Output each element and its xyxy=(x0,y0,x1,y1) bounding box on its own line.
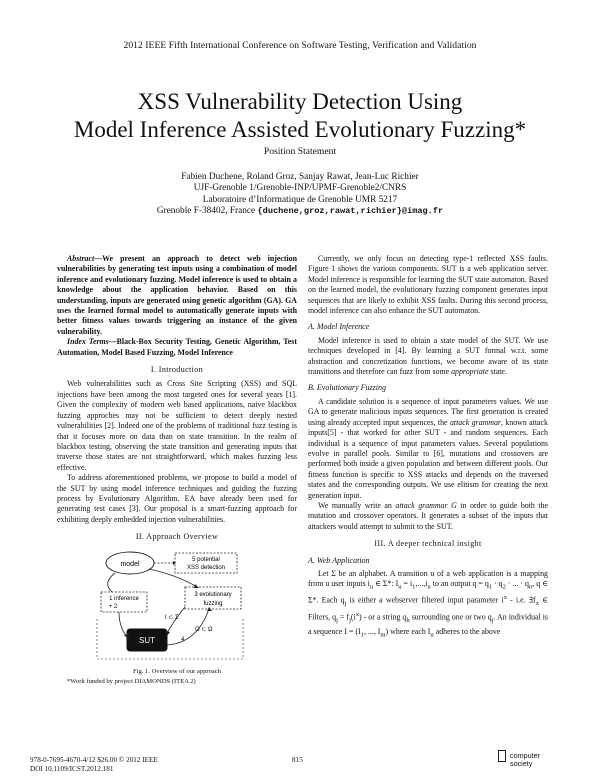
logo-line-1: computer xyxy=(510,751,540,760)
figure-caption: Fig. 1. Overview of our approach xyxy=(132,667,222,675)
affiliation-2: Laboratoire d’Informatique de Grenoble UMR 5217 xyxy=(202,194,398,205)
right-column xyxy=(308,254,548,641)
left-column xyxy=(57,254,297,687)
abstract xyxy=(57,254,297,337)
index-terms xyxy=(57,337,297,358)
conference-header: 2012 IEEE Fifth International Conference on Software Testing, Verification and Validation xyxy=(123,40,477,51)
web-app-t10: - i.e. ∃f xyxy=(506,595,536,605)
xss-label-1: 5 potential xyxy=(192,556,220,563)
model-inference-paragraph xyxy=(308,336,548,378)
web-app-t16: . An individual is a sequence I = (I xyxy=(308,612,549,636)
web-app-t4: ,...,i xyxy=(415,579,428,589)
evo-p2-emphasis: attack grammar G xyxy=(395,500,457,510)
affiliation-3: Grenoble F-38402, France xyxy=(156,206,256,217)
intro-paragraph-1: Web vulnerabilities such as Cross Site Scripting (XSS) and SQL injections have been among the most targeted ones for several years [1]. Given the complexity of modern web based applications, naive blackbox fuzzing approches may not be sufficient to detect deeply nested vulnerabilities [2]. Indeed one of the problems of traditional fuzz testing is that it focuses more on data than on state transition. In the realm of blackbox testing, observing the state transition and generating inputs that traverse those states are not straightforward, which makes fuzzing less effective. xyxy=(57,379,297,472)
arrowhead-model-xss xyxy=(173,561,176,565)
abstract-label: Abstract xyxy=(67,254,95,263)
author-email[interactable]: {duchene,groz,rawat,richier}@imag.fr xyxy=(257,206,444,217)
web-app-t2: ∈ Σ*: I xyxy=(373,579,399,589)
footnote: *Work funded by project DIAMONDS (ITEA 2) xyxy=(67,677,196,685)
evo-label-1: 3 evolutionary xyxy=(194,591,232,598)
sigma-label: I ⊂ Σ xyxy=(165,614,179,621)
footer-left xyxy=(30,756,158,774)
web-app-t13: (i xyxy=(350,612,356,622)
index-terms-label: Index Terms xyxy=(67,337,109,347)
logo-mark-icon xyxy=(498,750,506,762)
section-introduction-heading: I. Introduction xyxy=(150,365,204,375)
author-block xyxy=(0,172,600,218)
four-label: 4 xyxy=(181,636,185,643)
web-app-t3: = i xyxy=(401,579,413,589)
paper-subtitle: Position Statement xyxy=(263,146,337,157)
abstract-text: —We present an approach to detect web injection vulnerabilities by generating test inputs using a combination of model inference and evolutionary fuzzing. Model inference is used to obtain a knowledge about the application behavior. Based on this understanding, inputs are generated using genetic algorithm (GA). GA uses the learned formal model to automatically generate inputs with better fitness values towards triggering an instance of the given vulnerability. xyxy=(57,254,297,336)
web-app-t8: , q ∈ Σ*. Each q xyxy=(308,579,548,605)
evo-p2-text-1: We manually write an xyxy=(318,500,396,510)
web-app-t14: ) - or a string q xyxy=(359,612,407,622)
author-names: Fabien Duchene, Roland Groz, Sanjay Rawat, Jean-Luc Richier xyxy=(181,172,419,182)
index-terms-text: —Black-Box Security Testing, Genetic Algorithm, Test Automation, Model Based Fuzzing, Model Inference xyxy=(57,337,297,357)
section-approach-heading: II. Approach Overview xyxy=(135,532,219,542)
web-app-t1: Let Σ be an alphabet. A transition u of a web application is a mapping from u user inputs i xyxy=(308,568,548,589)
web-app-t18: ) where each I xyxy=(385,626,431,636)
evo-label-2: fuzzing xyxy=(203,600,223,607)
web-app-t11: ∈ Filters, q xyxy=(308,595,548,622)
web-app-t6: · q xyxy=(492,579,503,589)
subsection-web-application-heading: A. Web Application xyxy=(308,555,370,565)
logo-line-2: society xyxy=(510,759,533,768)
subsection-model-inference-heading: A. Model Inference xyxy=(308,322,370,332)
approach-figure xyxy=(57,547,297,665)
page-number: 815 xyxy=(292,756,303,764)
web-app-t5: to an output q = q xyxy=(430,579,489,589)
footer-doi[interactable]: DOI 10.1109/ICST.2012.181 xyxy=(30,765,114,773)
omega-label: O ⊂ Ω xyxy=(195,626,213,633)
web-app-t7: · ... · q xyxy=(505,579,529,589)
approach-diagram xyxy=(57,547,297,665)
sut-label: SUT xyxy=(139,635,155,645)
affiliation-3-row xyxy=(0,206,600,217)
model-inference-text-2: state. xyxy=(488,367,507,377)
overview-paragraph: Currently, we only focus on detecting type-1 reflected XSS faults. Figure 1 shows the various components. SUT is a web application server. Model inference is responsible for learning the SUT state automaton. Based on the learned model, the evolutionary fuzzing component generates input sequences that are likely to exhibit XSS faults. During this second process, model inference can also enhance the SUT automaton. xyxy=(308,254,548,316)
model-label: model xyxy=(120,560,140,568)
evo-emphasis: attack grammar xyxy=(449,417,501,427)
subsection-evolutionary-fuzzing-heading: B. Evolutionary Fuzzing xyxy=(308,383,386,393)
arrow-model-inference xyxy=(108,573,115,592)
affiliation-1: UJF-Grenoble 1/Grenoble-INP/UPMF-Grenoble2/CNRS xyxy=(193,183,407,194)
xss-label-2: XSS detection xyxy=(186,564,226,571)
web-application-paragraph: Let Σ be an alphabet. A transition u of a web application is a mapping from u user inputs $i_u$ ∈ Σ*: $I_u = i_1,...,i_u$ to an output $q = q_1 \cdot q_2$ · ... · $q_n$, q ∈ Σ*. Each $q_j$ is either a webserver filtered input parameter $i^x - i.e$. $\exists f_x$ ∈ Filters, $q_j = f_j(i^x)$ - or a string $q_h$ surrounding one or two $q_j$. An individual is a sequence $I = (I_1$, ..., $I_m$) where each $I_u$ adheres to the above xyxy=(308,568,549,639)
intro-paragraph-2: To address aforementioned problems, we propose to build a model of the SUT by using model inference techniques and guiding the fuzzing process by Evolutionary Algorithm. EA have already been used for generating test cases [3]. Our proposal is a smart-fuzzing approach for exhibiting deeply embedded injection vulnerabilities. xyxy=(57,473,297,524)
web-app-t17: , ..., I xyxy=(363,626,381,636)
evo-p2-text-2: in order to guide both the mutation and crossover operators. It generates a subset of the inputs that attackers would attempt to submit to the SUT. xyxy=(308,500,548,531)
inference-label-2: + 2 xyxy=(108,603,118,610)
paper-title xyxy=(0,88,600,144)
model-inference-text-1: Model inference is used to obtain a state model of the SUT. We use techniques developed in [4]. By learning a SUT formal w.r.t. some abstraction and concretization functions, we become aware of its state transitions and therefore can fuzz from some xyxy=(308,335,548,377)
paper-title-line-2: Model Inference Assisted Evolutionary Fuzzing* xyxy=(73,117,527,142)
web-app-t15: surrounding one or two q xyxy=(409,612,492,622)
evo-text-1: A candidate solution is a sequence of input parameters values. We use GA to generate malicious inputs sequences. The first generation is created using already accepted input sequences, the xyxy=(308,396,548,427)
evo-text-2: , known attack inputs[5] - that worked for other SUT - and random sequences. Each individual is a sequence of input parameters values. Several populations evolve in parallel pools. Similar to [6], mutations and crossovers are performed both inside a given population and between different pools. Our fitness function is specific to XSS attacks and depends on the traversed states and the corresponding outputs. We use elitism for creating the next generation input. xyxy=(308,417,548,500)
web-app-t19: adheres to the above xyxy=(433,626,501,636)
web-app-t9: is either a webserver filtered input parameter i xyxy=(346,595,504,605)
paper-title-line-1: XSS Vulnerability Detection Using xyxy=(137,89,463,114)
arrowhead-model-fuzzing xyxy=(194,584,199,588)
evolutionary-fuzzing-paragraph-2 xyxy=(308,501,548,532)
footer-isbn: 978-0-7695-4670-4/12 $26.00 © 2012 IEEE xyxy=(30,756,158,764)
inference-label-1: 1 inference xyxy=(109,595,139,602)
computer-society-logo xyxy=(498,750,554,772)
model-inference-emphasis: appropriate xyxy=(451,367,489,377)
arrowhead-sut-fuzzing xyxy=(207,607,212,611)
web-app-t12: = f xyxy=(337,612,350,622)
arrow-model-fuzzing xyxy=(149,569,197,587)
evolutionary-fuzzing-paragraph-1 xyxy=(308,397,548,501)
arrow-inference-sut xyxy=(119,612,127,637)
figure-frame xyxy=(97,614,243,659)
section-technical-insight-heading: III. A deeper technical insight xyxy=(374,539,482,549)
